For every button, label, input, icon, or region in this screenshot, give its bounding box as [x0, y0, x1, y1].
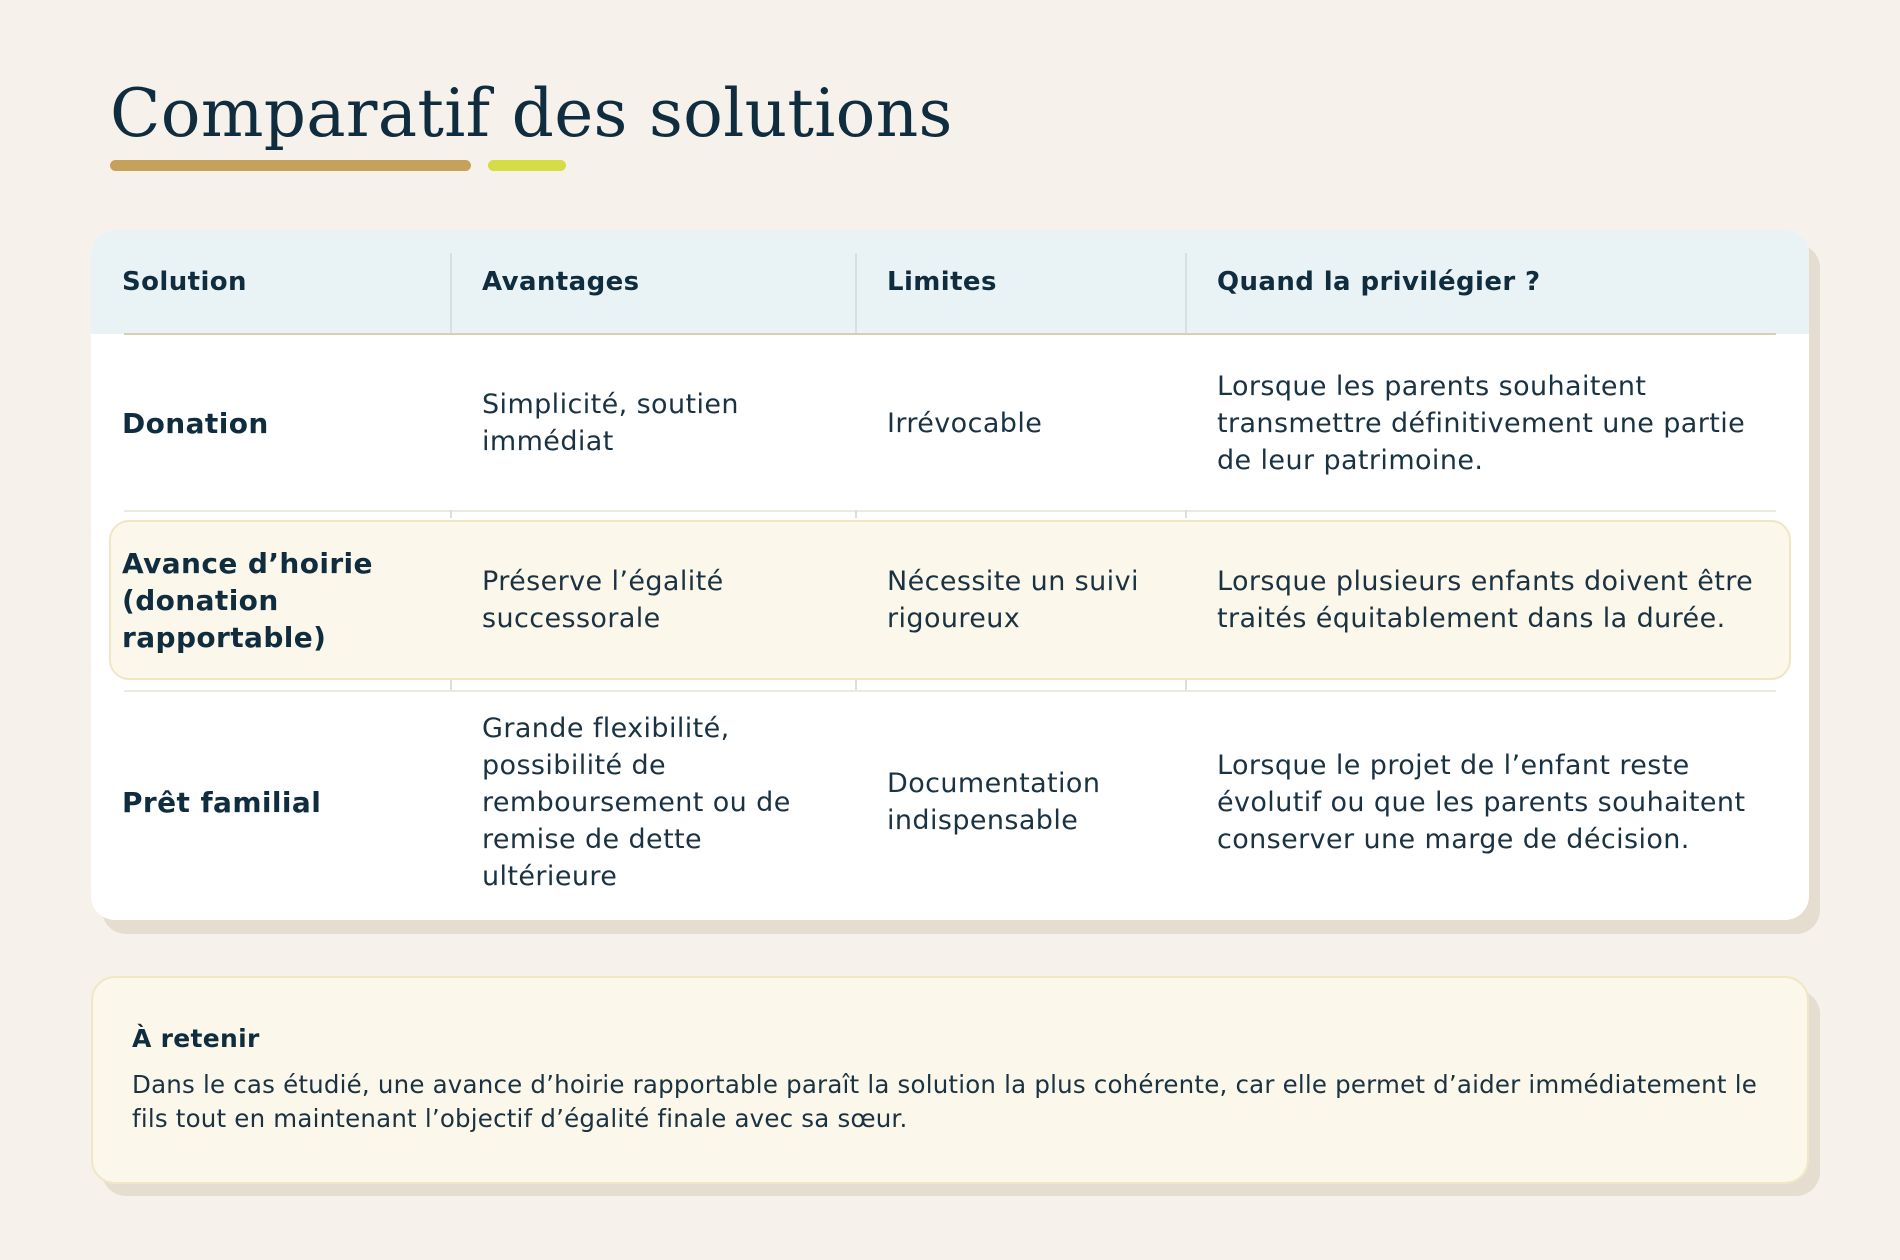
- table-row-1-solution: Donation: [122, 406, 269, 440]
- table-row-1-avantages: Simplicité, soutien immédiat: [482, 389, 739, 457]
- column-separator: [1185, 253, 1187, 334]
- column-separator: [450, 253, 452, 334]
- column-separator: [855, 680, 857, 690]
- title-underline-gold: [110, 160, 471, 171]
- table-row-2-solution: Avance d’hoirie (donation rapportable): [122, 546, 373, 654]
- header-quand: Quand la privilégier ?: [1217, 267, 1541, 297]
- table-row-3-solution: Prêt familial: [122, 785, 322, 819]
- header-solution: Solution: [122, 267, 247, 297]
- table-row-1-limites: Irrévocable: [887, 407, 1043, 439]
- header-rule: [124, 333, 1776, 335]
- table-row-3-quand: Lorsque le projet de l’enfant reste évolutif ou que les parents souhaitent conserver une marge de décision.: [1217, 749, 1746, 855]
- table-row-2-quand: Lorsque plusieurs enfants doivent être traités équitablement dans la durée.: [1217, 566, 1754, 634]
- page-title: Comparatif des solutions: [110, 75, 953, 152]
- takeaway-body: Dans le cas étudié, une avance d’hoirie rapportable paraît la solution la plus cohérente, car elle permet d’aider immédiatement le fils tout en maintenant l’objectif d’égalité finale avec sa sœur.: [132, 1070, 1757, 1133]
- header-avantages: Avantages: [482, 267, 640, 297]
- column-separator: [855, 510, 857, 518]
- table-row-1-quand: Lorsque les parents souhaitent transmettre définitivement une partie de leur patrimoine.: [1217, 370, 1746, 476]
- column-separator: [450, 510, 452, 518]
- table-row-2-avantages: Préserve l’égalité successorale: [482, 566, 724, 634]
- column-separator: [855, 253, 857, 334]
- column-separator: [1185, 510, 1187, 518]
- title-underline-lime: [488, 160, 566, 171]
- table-row-3-avantages: Grande flexibilité, possibilité de remboursement ou de remise de dette ultérieure: [482, 712, 791, 892]
- column-separator: [450, 680, 452, 690]
- comparison-table: [91, 230, 1809, 920]
- table-row-3-limites: Documentation indispensable: [887, 768, 1101, 836]
- column-separator: [1185, 680, 1187, 690]
- takeaway-title: À retenir: [132, 1024, 260, 1053]
- header-limites: Limites: [887, 267, 997, 297]
- row-divider: [124, 510, 1776, 512]
- table-row-2-limites: Nécessite un suivi rigoureux: [887, 566, 1139, 634]
